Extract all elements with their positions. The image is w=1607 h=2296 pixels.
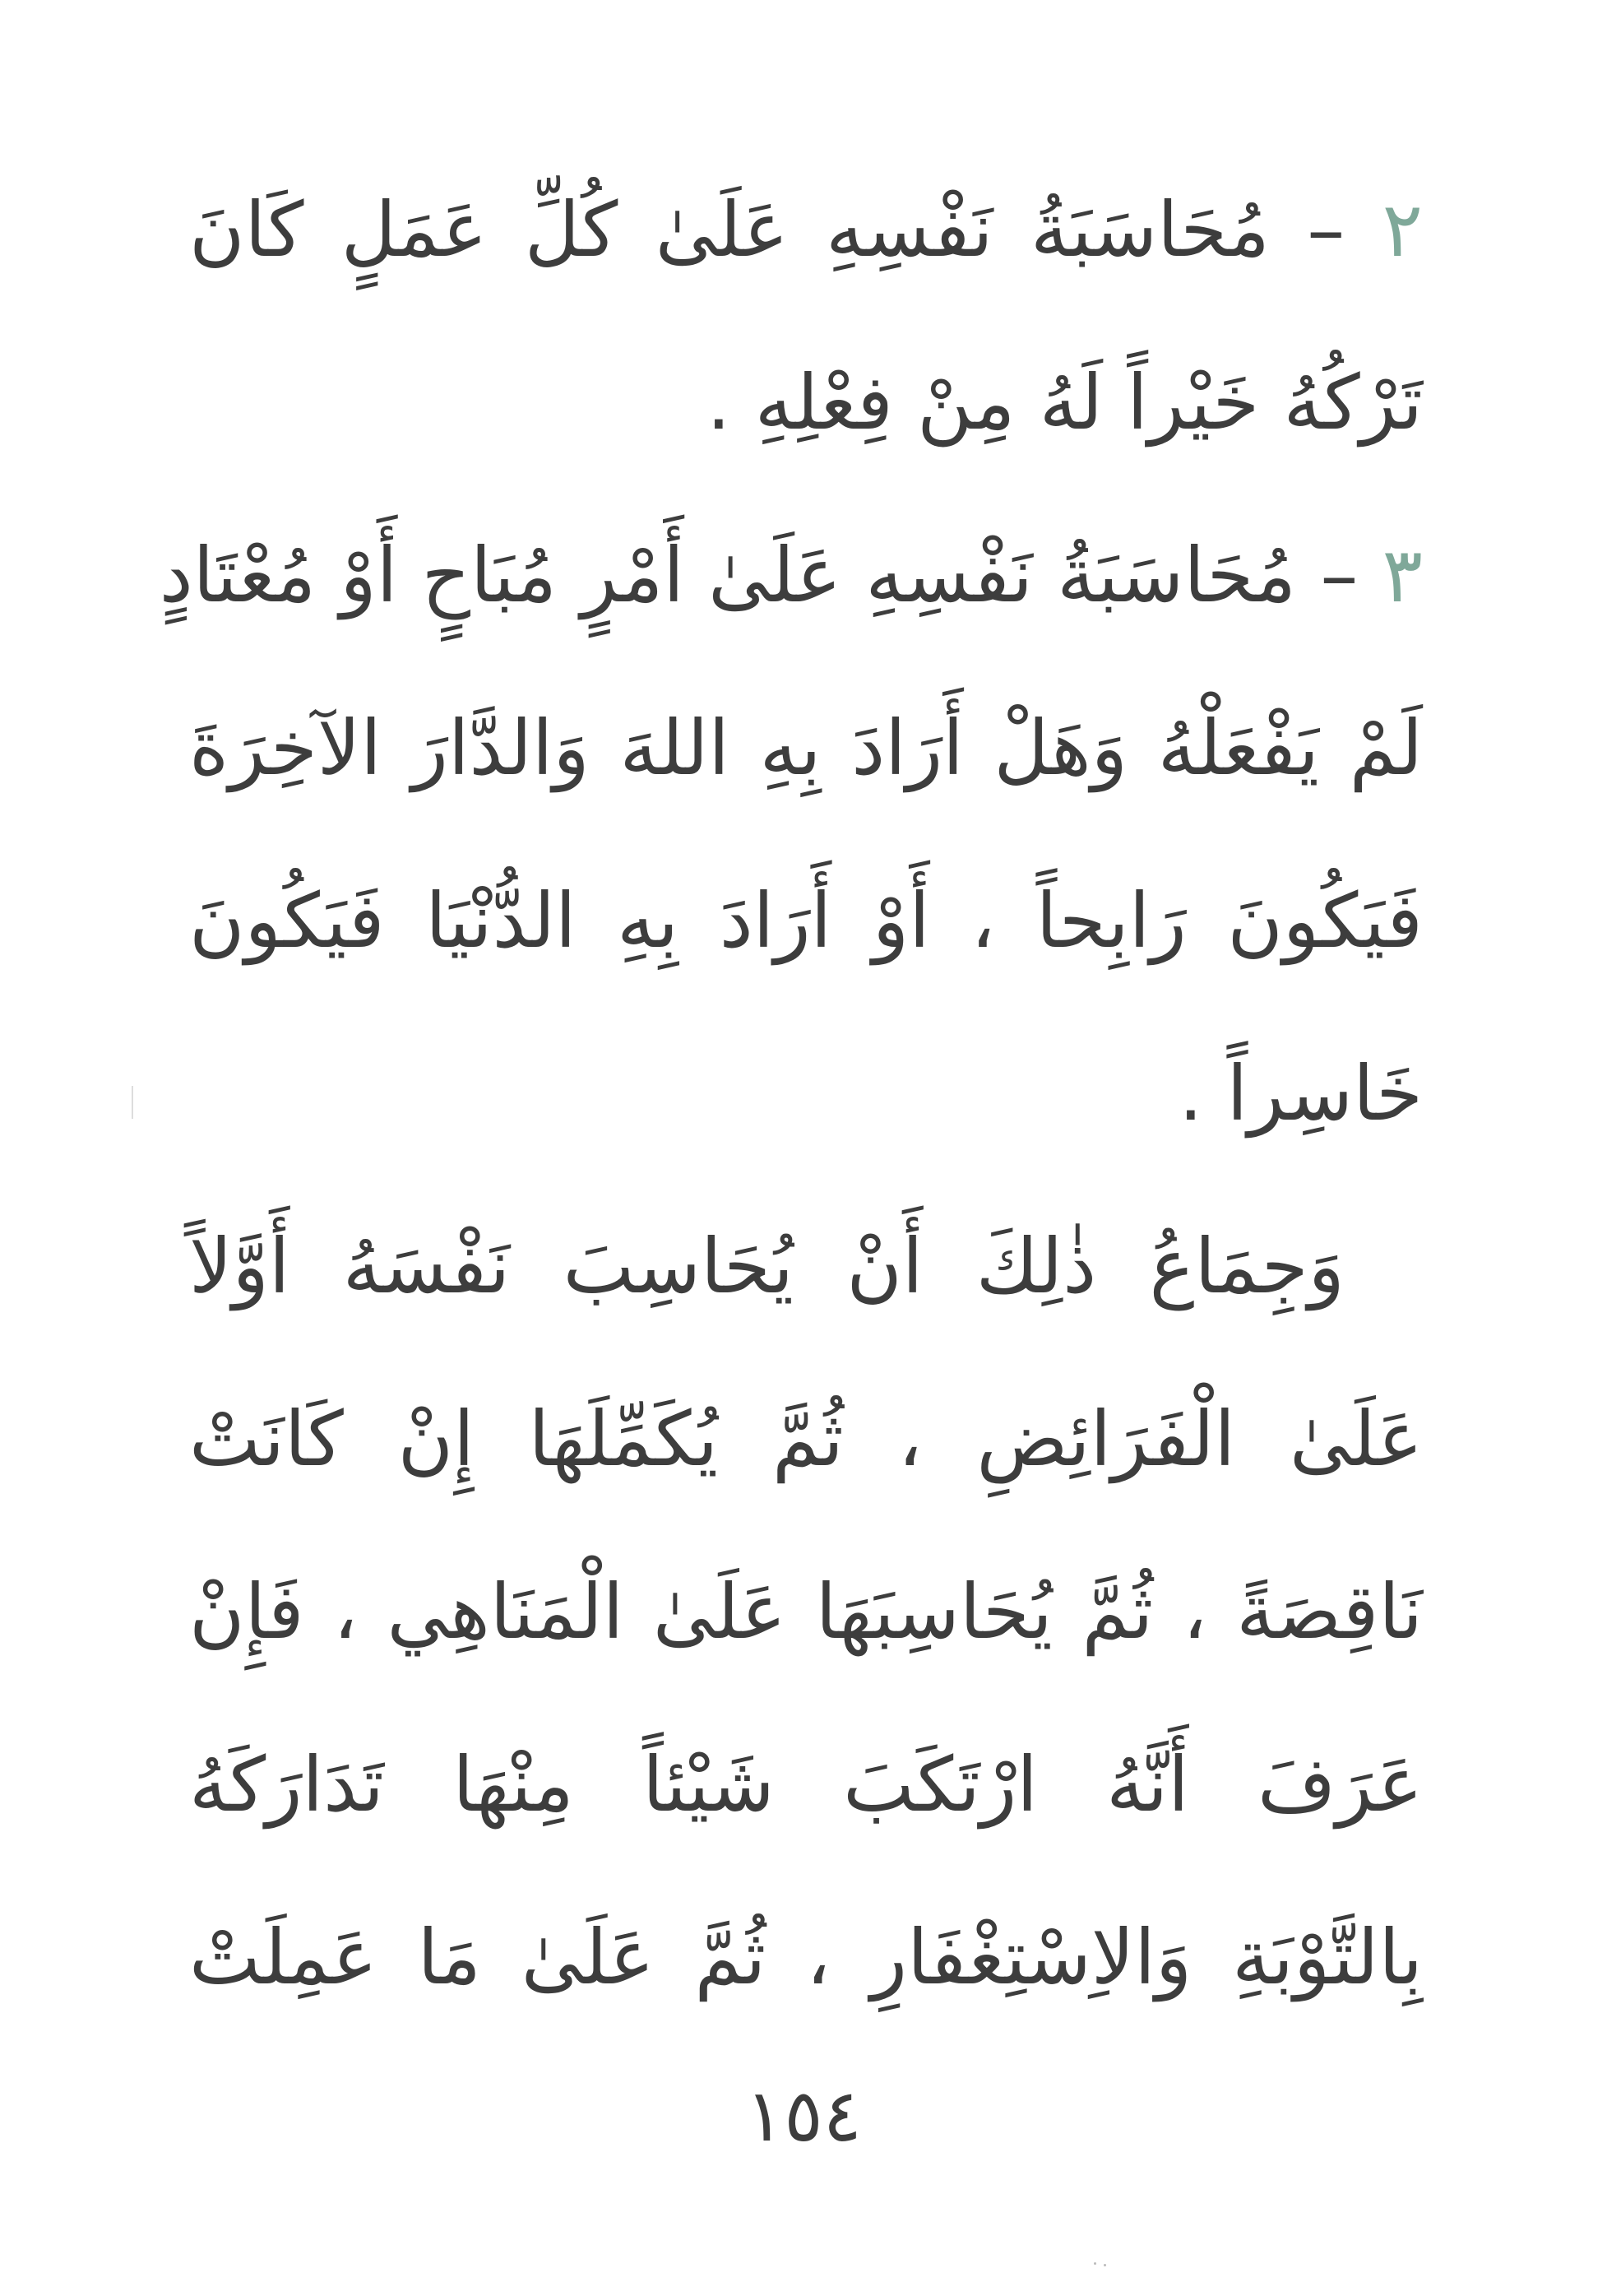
item-text: – مُحَاسَبَةُ نَفْسِهِ عَلَىٰ كُلِّ عَمَلٍ كَانَ bbox=[189, 186, 1345, 274]
scan-specks bbox=[1094, 2262, 1110, 2267]
item-2-line-1 bbox=[189, 144, 1423, 317]
item-number: ٣ bbox=[1382, 531, 1423, 619]
item-number: ٢ bbox=[1382, 186, 1423, 274]
item-3-line-1 bbox=[159, 489, 1423, 662]
item-text: – مُحَاسَبَةُ نَفْسِهِ عَلَىٰ أَمْرٍ مُبَاحٍ أَوْ مُعْتَادٍ bbox=[159, 531, 1359, 619]
paragraph-line-4: عَرَفَ أَنَّهُ ارْتَكَبَ شَيْئاً مِنْهَا تَدَارَكَهُ bbox=[189, 1741, 1423, 1829]
item-3-line-4: خَاسِراً . bbox=[1179, 1050, 1423, 1138]
item-3-line-2: لَمْ يَفْعَلْهُ وَهَلْ أَرَادَ بِهِ اللهَ وَالدَّارَ الآخِرَةَ bbox=[189, 704, 1423, 792]
page-body-text bbox=[159, 144, 1423, 2044]
paragraph-line-2: عَلَىٰ الْفَرَائِضِ ، ثُمَّ يُكَمِّلَهَا إِنْ كَانَتْ bbox=[189, 1395, 1423, 1483]
paragraph-line-5: بِالتَّوْبَةِ وَالاِسْتِغْفَارِ ، ثُمَّ عَلَىٰ مَا عَمِلَتْ bbox=[189, 1913, 1423, 2001]
paragraph-line-3: نَاقِصَةً ، ثُمَّ يُحَاسِبَهَا عَلَىٰ الْمَنَاهِي ، فَإِنْ bbox=[189, 1568, 1423, 1656]
paragraph-line-1: وَجِمَاعُ ذٰلِكَ أَنْ يُحَاسِبَ نَفْسَهُ أَوَّلاً bbox=[189, 1222, 1345, 1310]
scan-mark bbox=[132, 1086, 133, 1119]
item-3-line-3: فَيَكُونَ رَابِحاً ، أَوْ أَرَادَ بِهِ الدُّنْيَا فَيَكُونَ bbox=[189, 877, 1423, 965]
item-2-line-2: تَرْكُهُ خَيْراً لَهُ مِنْ فِعْلِهِ . bbox=[706, 359, 1423, 447]
page-number: ١٥٤ bbox=[745, 2073, 862, 2158]
